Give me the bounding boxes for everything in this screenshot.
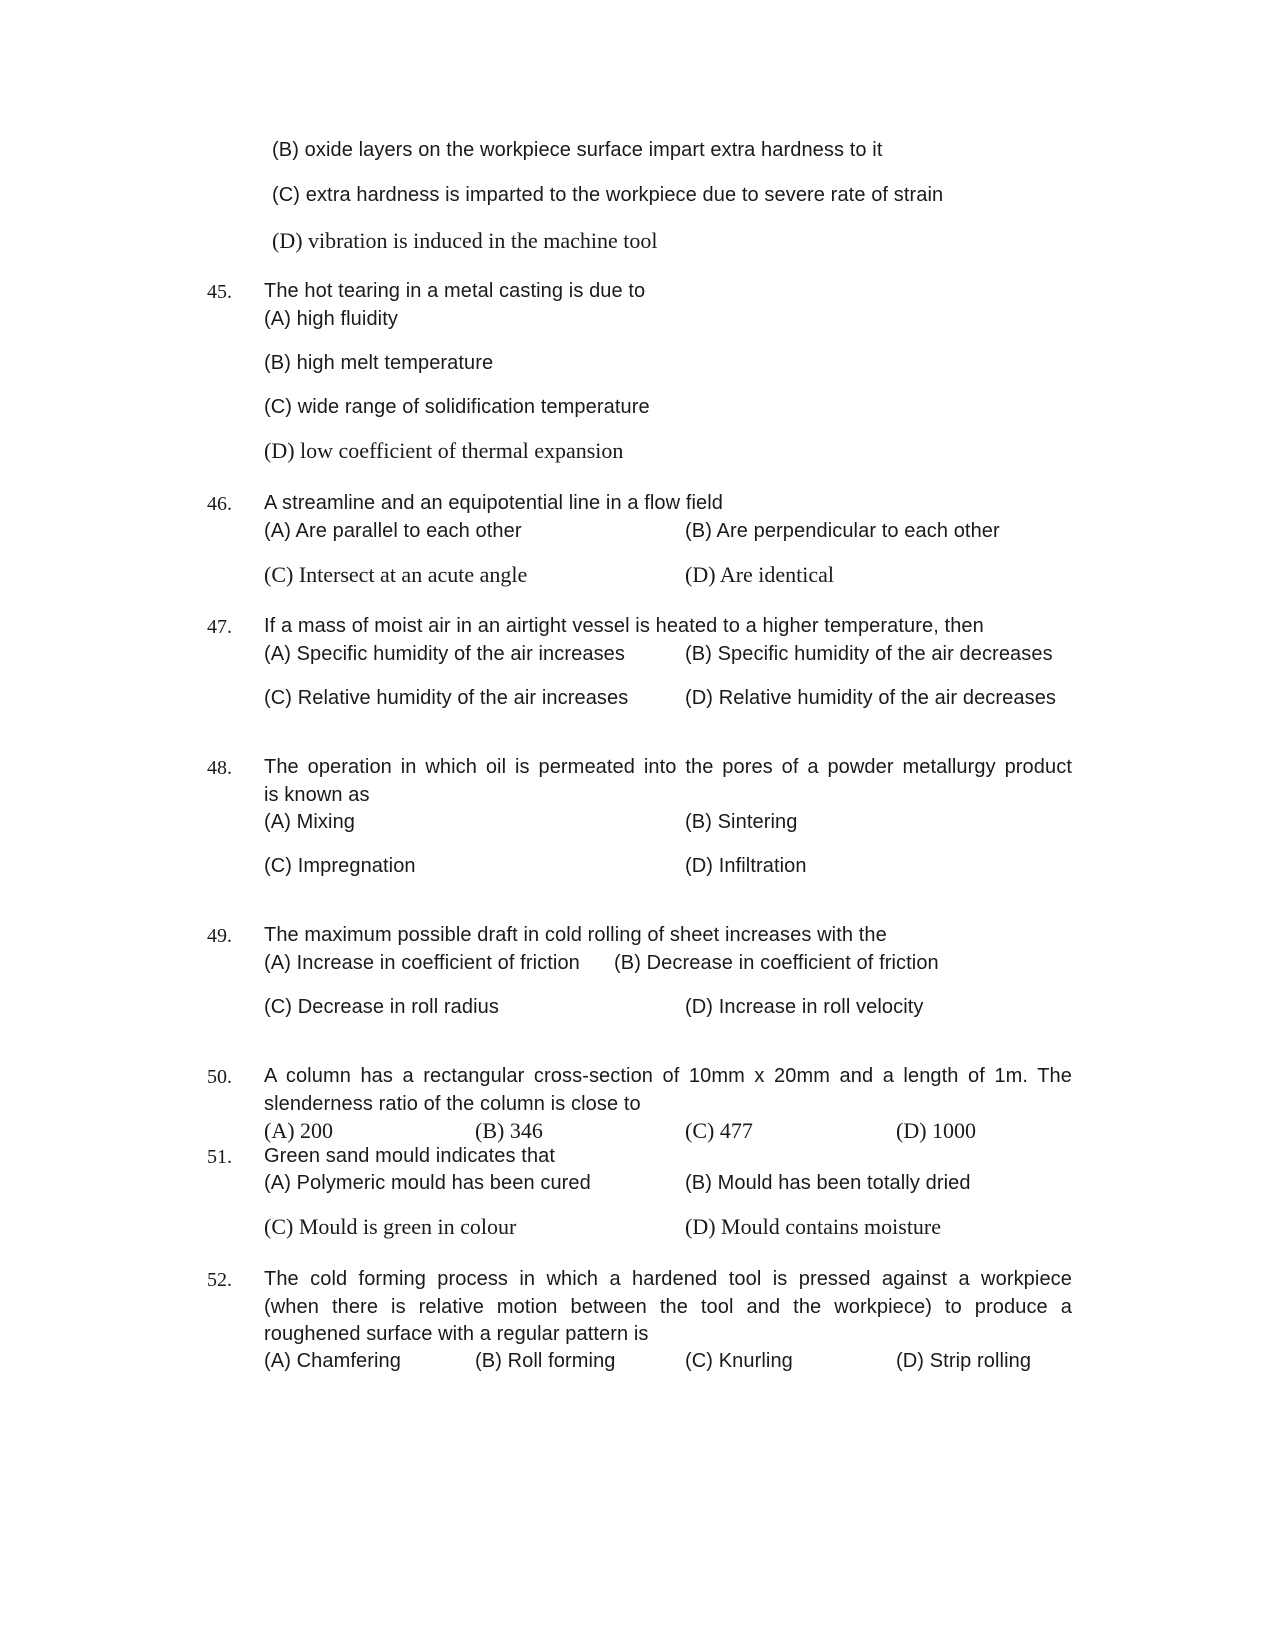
q51-option-b: (B) Mould has been totally dried	[685, 1172, 971, 1194]
q44-option-d: (D) vibration is induced in the machine tool	[272, 228, 658, 253]
q49-question: The maximum possible draft in cold rolling of sheet increases with the	[264, 924, 887, 946]
q48-question-line-1: The operation in which oil is permeated into the pores of a powder metallurgy product	[264, 756, 1072, 778]
q47-option-b: (B) Specific humidity of the air decreases	[685, 643, 1053, 665]
q48-number: 48.	[207, 757, 232, 779]
q45-option-d: (D) low coefficient of thermal expansion	[264, 438, 624, 463]
q45-option-c: (C) wide range of solidification temperature	[264, 396, 650, 418]
q50-question-line-1: A column has a rectangular cross-section of 10mm x 20mm and a length of 1m. The	[264, 1065, 1072, 1087]
q50-option-d: (D) 1000	[896, 1118, 977, 1143]
q51-option-d: (D) Mould contains moisture	[685, 1214, 942, 1239]
q52-question-line-2: (when there is relative motion between the tool and the workpiece) to produce a	[264, 1296, 1072, 1318]
q45-question: The hot tearing in a metal casting is due to	[264, 280, 646, 302]
q48-option-a: (A) Mixing	[264, 811, 356, 833]
q47-option-d: (D) Relative humidity of the air decreases	[685, 687, 1057, 709]
q48-option-d: (D) Infiltration	[685, 855, 807, 877]
q49-option-a: (A) Increase in coefficient of friction	[264, 952, 580, 974]
q46-option-b: (B) Are perpendicular to each other	[685, 520, 1000, 542]
q50-question-line-2: slenderness ratio of the column is close to	[264, 1093, 641, 1115]
q52-number: 52.	[207, 1269, 232, 1291]
q49-option-b: (B) Decrease in coefficient of friction	[614, 952, 939, 974]
q52-option-b: (B) Roll forming	[475, 1350, 616, 1372]
q46-option-a: (A) Are parallel to each other	[264, 520, 522, 542]
q48-option-c: (C) Impregnation	[264, 855, 416, 877]
q47-number: 47.	[207, 616, 232, 638]
q45-option-a: (A) high fluidity	[264, 308, 398, 330]
q48-option-b: (B) Sintering	[685, 811, 798, 833]
q49-number: 49.	[207, 925, 232, 947]
q47-question: If a mass of moist air in an airtight vessel is heated to a higher temperature, then	[264, 615, 984, 637]
q44-option-c: (C) extra hardness is imparted to the workpiece due to severe rate of strain	[272, 184, 944, 206]
q45-option-b: (B) high melt temperature	[264, 352, 494, 374]
q50-number: 50.	[207, 1066, 232, 1088]
q52-option-c: (C) Knurling	[685, 1350, 793, 1372]
q52-option-d: (D) Strip rolling	[896, 1350, 1032, 1372]
q51-option-a: (A) Polymeric mould has been cured	[264, 1172, 591, 1194]
q52-option-a: (A) Chamfering	[264, 1350, 401, 1372]
q52-question-line-1: The cold forming process in which a hardened tool is pressed against a workpiece	[264, 1268, 1072, 1290]
q49-option-d: (D) Increase in roll velocity	[685, 996, 924, 1018]
q47-option-a: (A) Specific humidity of the air increases	[264, 643, 626, 665]
q50-option-a: (A) 200	[264, 1118, 334, 1143]
q44-option-b: (B) oxide layers on the workpiece surface impart extra hardness to it	[272, 139, 883, 161]
q46-question: A streamline and an equipotential line in a flow field	[264, 492, 724, 514]
q50-option-b: (B) 346	[475, 1118, 543, 1143]
q51-option-c: (C) Mould is green in colour	[264, 1214, 517, 1239]
q51-question: Green sand mould indicates that	[264, 1145, 556, 1167]
q46-option-d: (D) Are identical	[685, 562, 835, 587]
q51-number: 51.	[207, 1146, 232, 1168]
q48-question-line-2: is known as	[264, 784, 370, 806]
q52-question-line-3: roughened surface with a regular pattern is	[264, 1323, 649, 1345]
q46-option-c: (C) Intersect at an acute angle	[264, 562, 528, 587]
q50-option-c: (C) 477	[685, 1118, 753, 1143]
q45-number: 45.	[207, 281, 232, 303]
q46-number: 46.	[207, 493, 232, 515]
q47-option-c: (C) Relative humidity of the air increases	[264, 687, 629, 709]
q49-option-c: (C) Decrease in roll radius	[264, 996, 499, 1018]
